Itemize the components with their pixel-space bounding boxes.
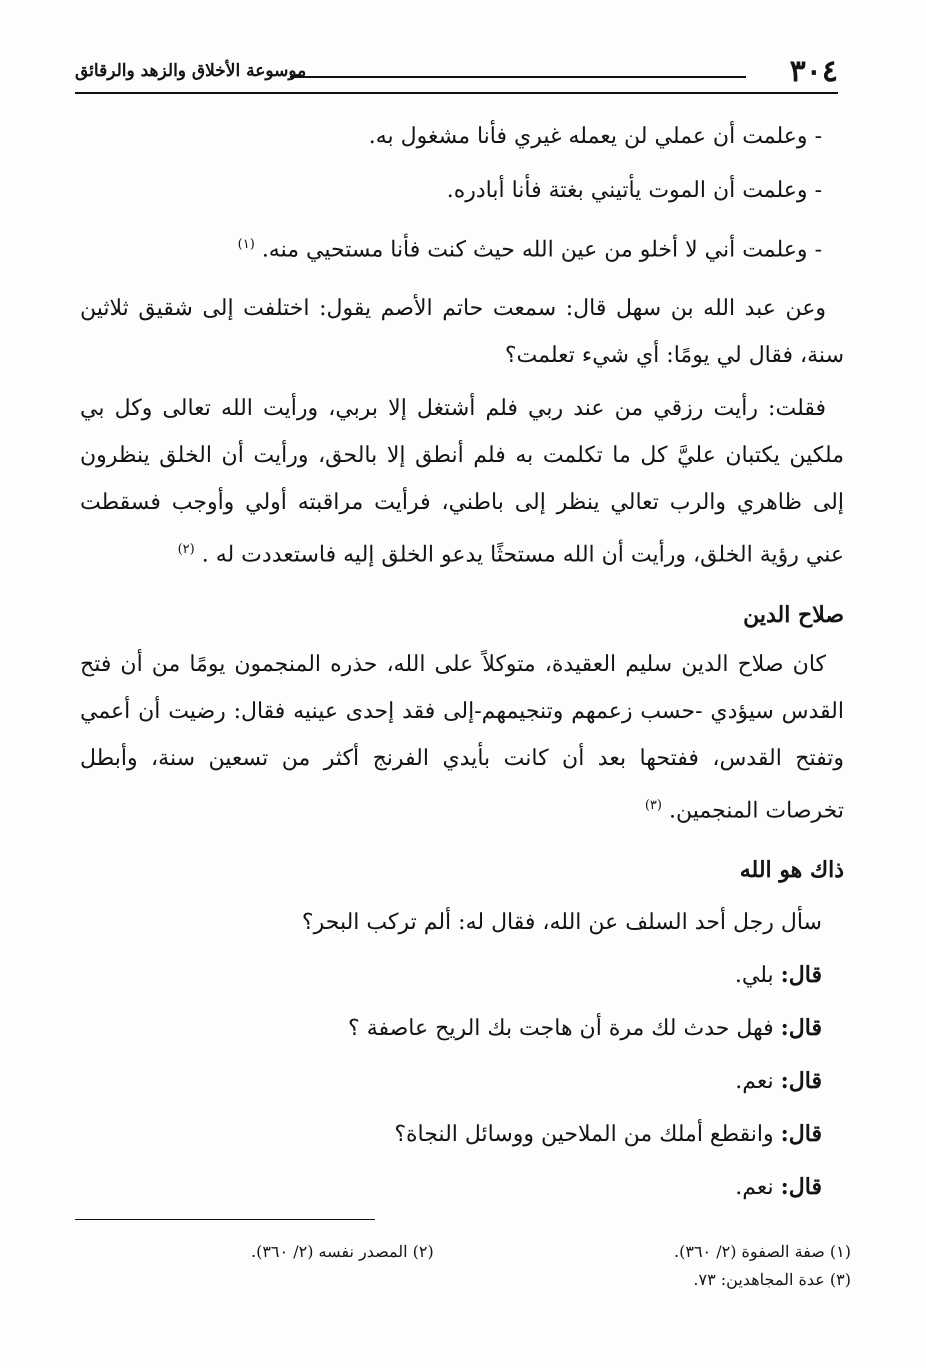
footnote-row	[251, 1238, 851, 1266]
dialogue-text: نعم.	[735, 1068, 774, 1094]
footnote-ref: (١)	[237, 237, 255, 252]
bullet-line	[80, 164, 844, 218]
dialogue-line	[80, 1002, 844, 1055]
dialogue-speaker: قال:	[780, 1173, 822, 1200]
footnote-ref: (٢)	[177, 542, 195, 558]
dialogue-line	[80, 1055, 844, 1108]
footnote-2: (٢) المصدر نفسه (٢/ ٣٦٠).	[251, 1242, 434, 1261]
dialogue-speaker: قال:	[780, 1014, 822, 1041]
bullet-dash: -	[814, 124, 822, 149]
section-heading: صلاح الدين	[743, 601, 844, 628]
dialogue-speaker: قال:	[780, 1120, 822, 1147]
running-header	[75, 54, 838, 94]
bullet-text: وعلمت أني لا أخلو من عين الله حيث كنت فأنا مستحيي منه.	[261, 237, 808, 263]
section-heading: ذاك هو الله	[739, 856, 844, 883]
dialogue-intro: سأل رجل أحد السلف عن الله، فقال له: ألم تركب البحر؟	[301, 909, 822, 935]
bullet-dash: -	[814, 237, 822, 263]
footnote-row	[251, 1266, 851, 1294]
dialogue-line	[80, 1161, 844, 1214]
paragraph-text: كان صلاح الدين سليم العقيدة، متوكلاً على الله، حذره المنجمون يومًا من أن فتح القدس سيؤدي -حسب زعمهم وتنجيمهم-إلى فقد إحدى عينيه فقال: رضيت أن أعمي وتفتح القدس، ففتحها بعد أن كانت بأيدي الفرنج أكثر من تسعين سنة، وأبطل تخرصات المنجمين.	[80, 651, 844, 823]
footnote-3: (٣) عدة المجاهدين: ٧٣.	[693, 1270, 851, 1289]
bullet-line	[80, 110, 844, 164]
page-body	[80, 110, 844, 1214]
paragraph-text: فقلت: رأيت رزقي من عند ربي فلم أشتغل إلا بربي، ورأيت الله تعالى وكل بي ملكين يكتبان عليَّ كل ما تكلمت به فلم أنطق إلا بالحق، ورأيت أن الخلق ينظرون إلى ظاهري والرب تعالي ينظر إلى باطني، فرأيت مراقبته أولي وأوجب فسقطت عني رؤية الخلق، ورأيت أن الله مستحثًا يدعو الخلق إليه فاستعددت له .	[80, 396, 844, 568]
dialogue-line	[80, 1108, 844, 1161]
header-underline	[75, 92, 838, 94]
dialogue-text: فهل حدث لك مرة أن هاجت بك الريح عاصفة ؟	[348, 1015, 774, 1041]
paragraph	[80, 385, 844, 578]
footnote-ref: (٣)	[644, 797, 662, 813]
header-rule	[290, 76, 746, 78]
page-number: ٣٠٤	[789, 54, 838, 89]
bullet-line	[80, 218, 844, 277]
dialogue-text: نعم.	[735, 1174, 774, 1200]
footnote-separator	[75, 1219, 375, 1220]
dialogue-text: وانقطع أملك من الملاحين ووسائل النجاة؟	[394, 1121, 774, 1147]
bullet-text: وعلمت أن عملي لن يعمله غيري فأنا مشغول به.	[368, 124, 808, 149]
footnote-1: (١) صفة الصفوة (٢/ ٣٦٠).	[674, 1242, 851, 1261]
dialogue-line	[80, 949, 844, 1002]
paragraph	[80, 641, 844, 834]
footnotes	[60, 1238, 851, 1294]
paragraph: وعن عبد الله بن سهل قال: سمعت حاتم الأصم يقول: اختلفت إلى شقيق ثلاثين سنة، فقال لي يومًا: أي شيء تعلمت؟	[80, 296, 844, 369]
book-title: موسوعة الأخلاق والزهد والرقائق	[75, 61, 307, 81]
bullet-dash: -	[814, 178, 822, 203]
dialogue-text: بلي.	[734, 962, 774, 988]
dialogue-speaker: قال:	[780, 961, 822, 988]
dialogue-speaker: قال:	[780, 1067, 822, 1094]
bullet-text: وعلمت أن الموت يأتيني بغتة فأنا أبادره.	[446, 178, 808, 203]
